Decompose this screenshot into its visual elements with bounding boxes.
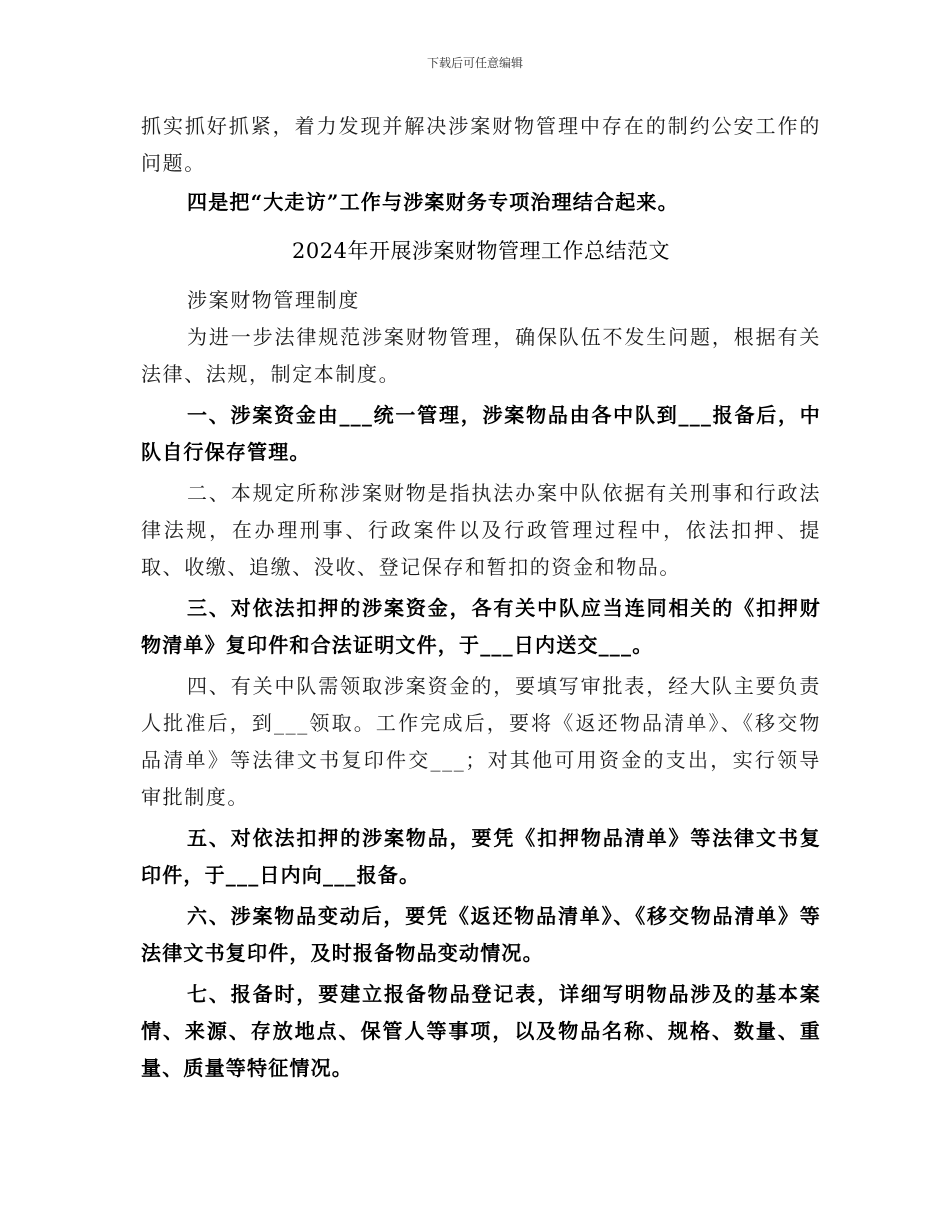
clause-2: 二、本规定所称涉案财物是指执法办案中队依据有关刑事和行政法律法规，在办理刑事、行政案件以及行政管理过程中，依法扣押、提取、收缴、追缴、没收、登记保存和暂扣的资金和物品。 [141, 481, 821, 579]
clause-3: 三、对依法扣押的涉案资金，各有关中队应当连同相关的《扣押财物清单》复印件和合法证明文件，于___日内送交___。 [141, 596, 821, 657]
clause-7: 七、报备时，要建立报备物品登记表，详细写明物品涉及的基本案情、来源、存放地点、保管人等事项，以及物品名称、规格、数量、重量、质量等特征情况。 [141, 982, 821, 1080]
paragraph-subtitle: 涉案财物管理制度 [187, 288, 360, 312]
paragraph-point-four: 四是把“大走访”工作与涉案财务专项治理结合起来。 [187, 190, 679, 214]
paragraph-intro: 为进一步法律规范涉案财物管理，确保队伍不发生问题，根据有关法律、法规，制定本制度。 [141, 325, 821, 386]
paragraph-continued: 抓实抓好抓紧，着力发现并解决涉案财物管理中存在的制约公安工作的问题。 [141, 114, 821, 175]
clause-4: 四、有关中队需领取涉案资金的，要填写审批表，经大队主要负责人批准后，到___领取。工作完成后，要将《返还物品清单》、《移交物品清单》等法律文书复印件交___；对其他可用资金的支出，实行领导审批制度。 [141, 674, 821, 809]
clause-5: 五、对依法扣押的涉案物品，要凭《扣押物品清单》等法律文书复印件，于___日内向___报备。 [141, 826, 821, 887]
page-header: 下载后可任意编辑 [426, 56, 523, 70]
clause-6: 六、涉案物品变动后，要凭《返还物品清单》、《移交物品清单》等法律文书复印件，及时报备物品变动情况。 [141, 904, 821, 965]
document-title: 2024年开展涉案财物管理工作总结范文 [292, 239, 670, 263]
clause-1: 一、涉案资金由___统一管理，涉案物品由各中队到___报备后，中队自行保存管理。 [141, 403, 821, 464]
document-body [141, 108, 821, 1087]
